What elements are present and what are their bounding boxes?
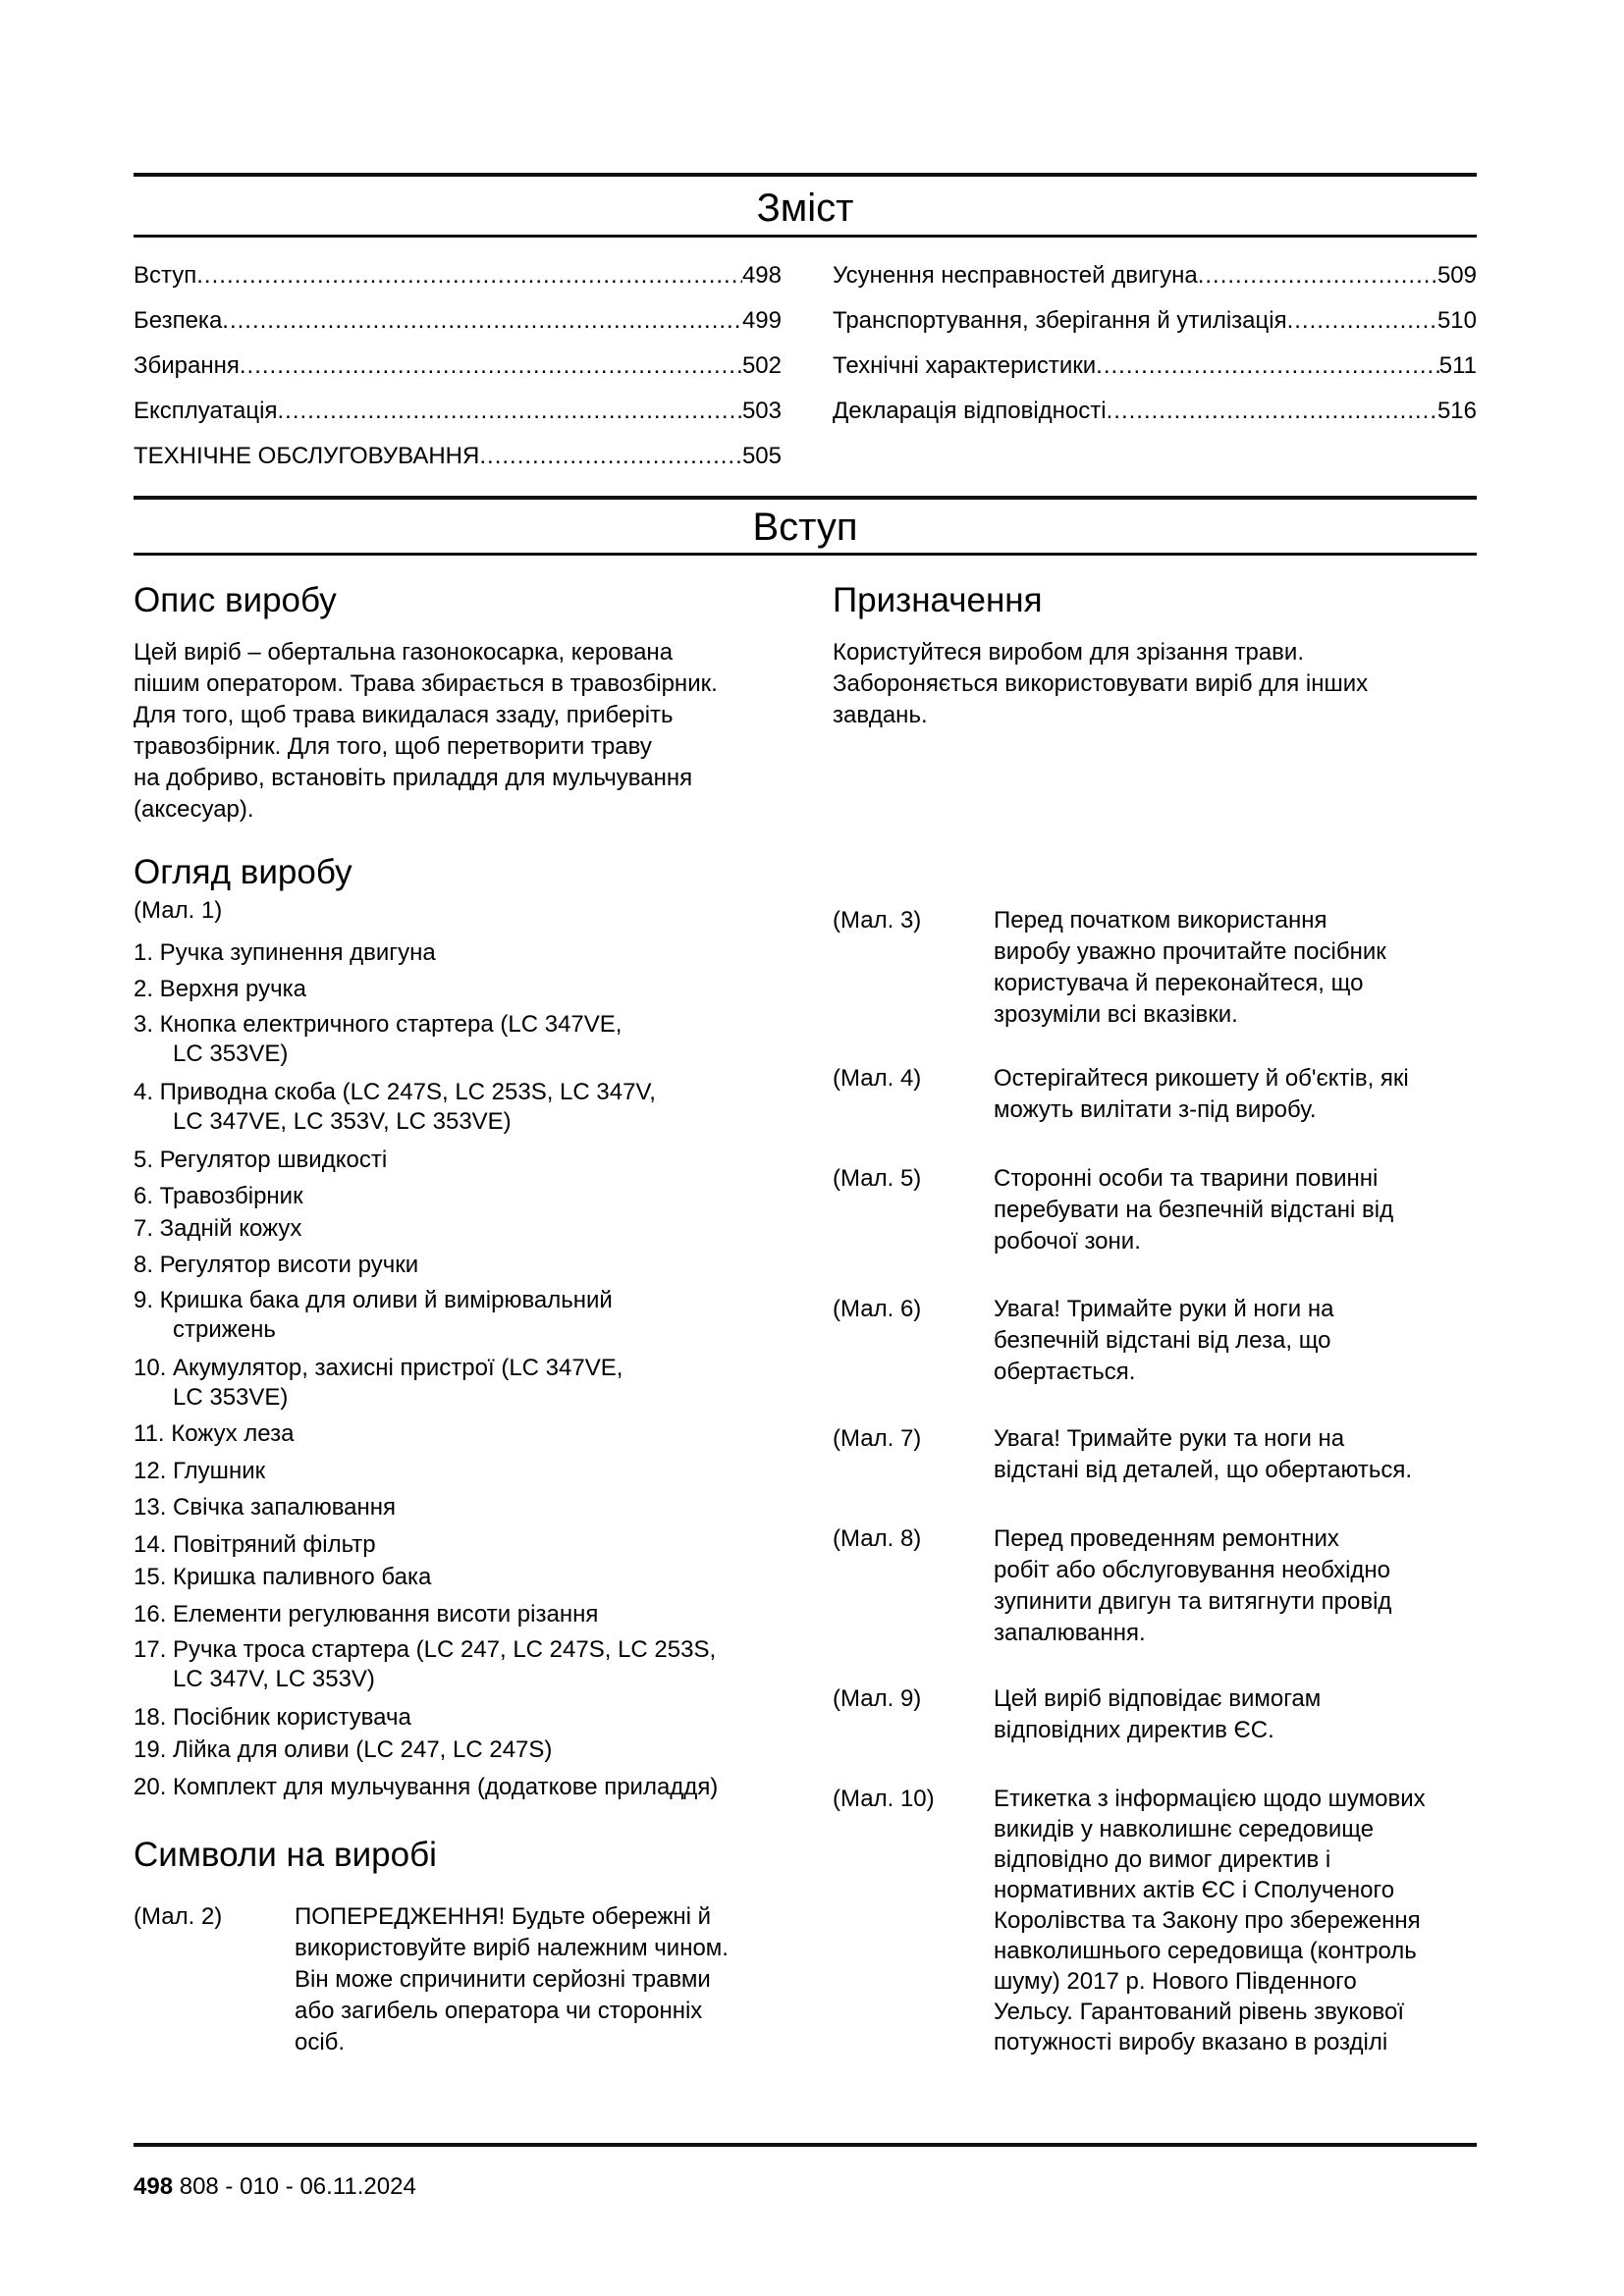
toc-entry[interactable]: Усунення несправностей двигуна ..... 509 — [833, 245, 1477, 291]
toc-entry[interactable]: Декларація відповідності ..... 516 — [833, 381, 1477, 426]
list-item: 5. Регулятор швидкості — [134, 1147, 388, 1173]
toc-title: Зміст — [756, 187, 854, 230]
list-item: 16. Елементи регулювання висоти різання — [134, 1601, 599, 1628]
page-number: 498 — [134, 2173, 174, 2200]
list-item: 12. Глушник — [134, 1458, 266, 1484]
toc-right-column — [833, 245, 1477, 426]
list-item: 17. Ручка троса стартера (LC 247, LC 247S, LC 253S, LC 347V, LC 353V) — [134, 1636, 717, 1692]
intro-top-rule — [134, 496, 1477, 500]
list-item: 10. Акумулятор, захисні пристрої (LC 347VE, LC 353VE) — [134, 1355, 623, 1411]
list-item: 1. Ручка зупинення двигуна — [134, 939, 436, 966]
purpose-text: Користуйтеся виробом для зрізання трави. Забороняється використовувати виріб для інших завдань. — [833, 639, 1369, 728]
description-heading: Опис виробу — [134, 581, 337, 619]
overview-heading: Огляд виробу — [134, 853, 352, 891]
list-item: 18. Посібник користувача — [134, 1704, 411, 1731]
toc-entry[interactable]: Транспортування, зберігання й утилізація ..... 510 — [833, 291, 1477, 336]
toc-entry[interactable]: Експлуатація ..... 503 — [134, 381, 782, 426]
toc-top-rule — [134, 173, 1477, 177]
list-item: 14. Повітряний фільтр — [134, 1531, 376, 1558]
symbols-heading: Символи на виробі — [134, 1836, 437, 1874]
list-item: 8. Регулятор висоти ручки — [134, 1252, 419, 1278]
list-item: 9. Кришка бака для оливи й вимірювальний стрижень — [134, 1287, 613, 1343]
list-item: 13. Свічка запалювання — [134, 1494, 397, 1521]
toc-left-column — [134, 245, 782, 471]
toc-entry[interactable]: Збирання ..... 502 — [134, 336, 782, 381]
list-item: 6. Травозбірник — [134, 1183, 303, 1209]
document-code: 808 - 010 - 06.11.2024 — [179, 2173, 416, 2200]
toc-entry[interactable]: Безпека ..... 499 — [134, 291, 782, 336]
purpose-heading: Призначення — [833, 581, 1043, 619]
toc-entry[interactable]: Технічні характеристики ..... 511 — [833, 336, 1477, 381]
intro-title-rule — [134, 553, 1477, 556]
overview-figure-ref: (Мал. 1) — [134, 897, 223, 924]
list-item: 19. Лійка для оливи (LC 247, LC 247S) — [134, 1736, 553, 1763]
list-item: 20. Комплект для мульчування (додаткове приладдя) — [134, 1774, 719, 1800]
toc-entry[interactable]: Вступ ..... 498 — [134, 245, 782, 291]
toc-title-rule — [134, 235, 1477, 238]
list-item: 4. Приводна скоба (LC 247S, LC 253S, LC 347V, LC 347VE, LC 353V, LC 353VE) — [134, 1079, 656, 1135]
toc-entry[interactable]: ТЕХНІЧНЕ ОБСЛУГОВУВАННЯ ..... 505 — [134, 426, 782, 471]
description-text: Цей виріб – обертальна газонокосарка, керована пішим оператором. Трава збирається в травозбірник. Для того, щоб трава викидалася ззаду, приберіть травозбірник. Для того, щоб перетворити траву на добриво, встановіть приладдя для мульчування (аксесуар). — [134, 639, 718, 823]
list-item: 3. Кнопка електричного стартера (LC 347VE, LC 353VE) — [134, 1011, 623, 1067]
list-item: 11. Кожух леза — [134, 1420, 295, 1447]
list-item: 2. Верхня ручка — [134, 976, 306, 1002]
list-item: 7. Задній кожух — [134, 1215, 302, 1242]
intro-title: Вступ — [752, 506, 858, 549]
list-item: 15. Кришка паливного бака — [134, 1564, 432, 1590]
page-footer — [134, 2172, 416, 2202]
footer-rule — [134, 2143, 1477, 2147]
